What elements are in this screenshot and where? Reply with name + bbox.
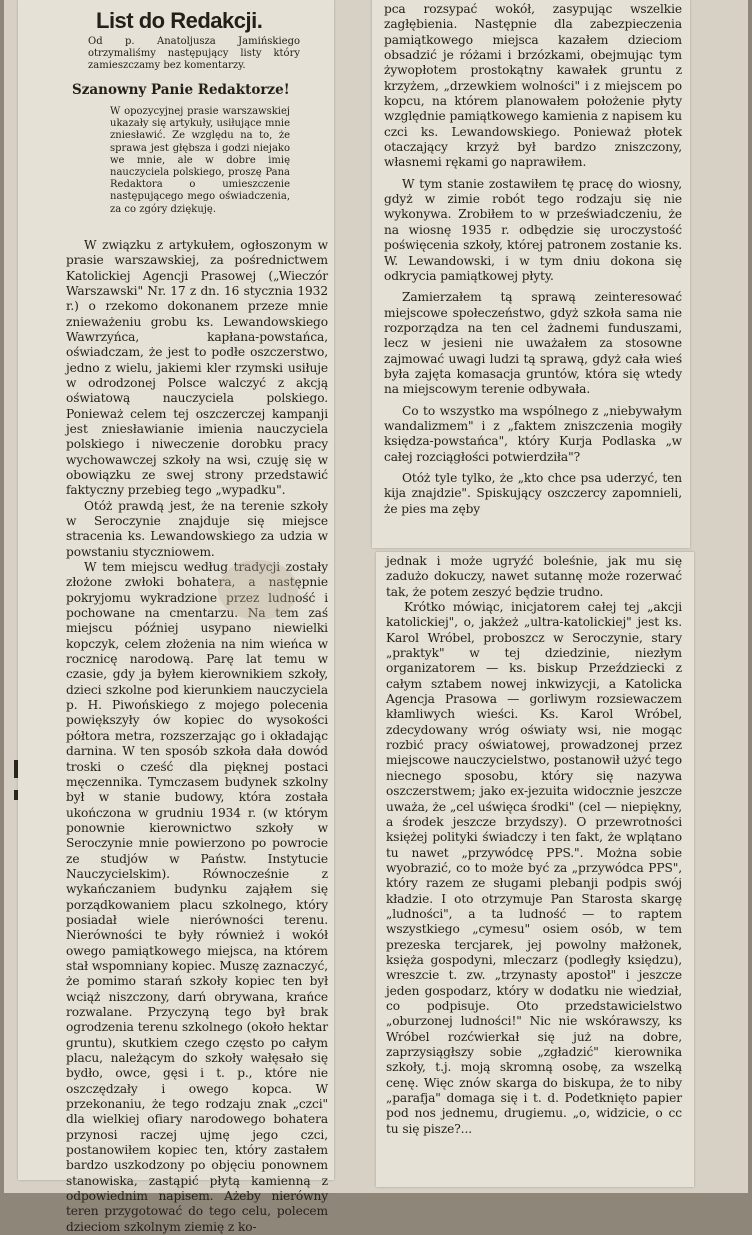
scanned-page [4,0,748,1234]
letter-salutation: Szanowny Panie Redaktorze! [72,82,290,98]
paragraph: pca rozsypać wokół, zasypując wszelkie zagłębienia. Następnie dla zabezpieczenia pamiątkowego miejsca kazałem dzieciom obsadzić je różami i brzózkami, obejmując tym żywopłotem prostokątny kawałek gruntu z krzyżem, „drzewkiem wolności" i z miejscem po kopcu, na którem planowałem położenie płyty względnie pamiątkowego kamienia z napisem ku czci ks. Lewandowskiego. Ponieważ płotek otaczający krzyż był bardzo zniszczony, własnemi rękami go naprawiłem. [384,2,682,170]
letter-headline: List do Redakcji. [96,8,263,33]
clipping-right-column-bottom [376,552,694,1187]
letter-preface: W opozycyjnej prasie warszawskiej ukazały się artykuły, usiłujące mnie zniesławić. Ze względu na to, że sprawa jest głębsza i godzi niejako we mnie, ale w dobre imię nauczyciela polskiego, proszę Pana Redaktora o umieszczenie następującego mego oświadczenia, za co zgóry dziękuję. [110,106,290,215]
right-column-top-body [384,2,682,517]
paragraph: Otóż tyle tylko, że „kto chce psa uderzyć, ten kija znajdzie". Spiskujący oszczercy zapomnieli, że pies ma zęby [384,470,682,516]
clipping-right-column-top [372,0,690,548]
paragraph: Otóż prawdą jest, że na terenie szkoły w Seroczynie znajduje się miejsce stracenia ks. Lewandowskiego za udzia w powstaniu styczniowem. [66,498,328,559]
left-column-body [66,238,328,1235]
letter-intro: Od p. Anatoljusza Jamińskiego otrzymaliśmy następujący listy który zamieszczamy bez komentarzy. [88,36,300,71]
paragraph: W tem miejscu według tradycji zostały złożone zwłoki bohatera, a następnie pokryjomu wykradzione przez ludność i pochowane na cmentarzu. Na tem zaś miejscu później usypano niewielki kopczyk, celem złożenia na nim wieńca w rocznicę narodową. Parę lat temu w czasie, gdy ja byłem kierownikiem szkoły, dzieci szkolne pod kierunkiem nauczyciela p. H. Piwońskiego z mojego polecenia powiększyły ów kopiec do wysokości półtora metra, rozszerzając go i okładając darnina. W ten sposób szkoła dała dowód troski o cześć dla pięknej postaci męczennika. Tymczasem budynek szkolny był w stanie budowy, która została ukończona w grudniu 1934 r. (w którym ponownie kierownictwo szkoły w Seroczynie mnie powierzono po powrocie ze studjów w Państw. Instytucie Nauczycielskim). Równocześnie z wykańczaniem budynku zająłem się porządkowaniem placu szkolnego, który posiadał wiele nierówności terenu. Nierówności te były również i wokół owego pamiątkowego miejsca, na którem stał wspomniany kopiec. Muszę zaznaczyć, że pomimo starań szkoły kopiec ten był wciąż niszczony, darń obrywana, krańce rozwalane. Przyczyną tego był brak ogrodzenia terenu szkolnego (około hektar gruntu), skutkiem czego często po całym placu, należącym do szkoły wałęsało się bydło, owce, gęsi i t. p., które nie oszczędzały i owego kopca. W przekonaniu, że tego rodzaju znak „czci" dla wielkiej ofiary narodowego bohatera przynosi raczej ujmę jego czci, postanowiłem kopiec ten, który zastałem bardzo uszkodzony po objęciu ponownem stanowiska, zastąpić płytą kamienną z odpowiednim napisem. Ażeby nierówny teren przygotować do tego celu, polecem dzieciom szkolnym ziemię z ko- [66,560,328,1234]
paragraph: Co to wszystko ma wspólnego z „niebywałym wandalizmem" i z „faktem zniszczenia mogiły księdza-powstańca", który Kurja Podlaska „w całej rozciągłości potwierdziła"? [384,403,682,464]
clipping-left-column [18,0,334,1234]
paragraph: Zamierzałem tą sprawą zeinteresować miejscowe społeczeństwo, gdyż szkoła sama nie rozporządza na ten cel żadnemi funduszami, lecz w jesieni nie uważałem za stosowne zajmować uwagi ludzi tą sprawą, gdyż cała wieś była zajęta komasacja gruntów, która się wtedy na miejscowym terenie odbywała. [384,290,682,397]
paragraph: W związku z artykułem, ogłoszonym w prasie warszawskiej, za pośrednictwem Katolickiej Agencji Prasowej („Wieczór Warszawski" Nr. 17 z dn. 16 stycznia 1932 r.) o rzekomo dokonanem przeze mnie znieważeniu grobu ks. Lewandowskiego Wawrzyńca, kapłana-powstańca, oświadczam, że jest to podłe oszczerstwo, jedno z wielu, jakiemi kler rzymski usiłuje w odrodzonej Polsce walczyć z akcją oświatową nauczyciela polskiego. Ponieważ celem tej oszczerczej kampanji jest zniesławianie imienia nauczyciela polskiego i niweczenie dorobku pracy wychowawczej szkoły na wsi, czuję się w obowiązku ze swej strony przedstawić faktyczny przebieg tego „wypadku". [66,237,328,498]
right-column-bottom-body [386,554,682,1137]
paragraph: W tym stanie zostawiłem tę pracę do wiosny, gdyż w zimie robót tego rodzaju się nie wykonywa. Zrobiłem to w przeświadczeniu, że na wiosnę 1935 r. odbędzie się uroczystość poświęcenia szkoły, której patronem zostanie ks. W. Lewandowski, i w tym dniu dokona się odkrycia pamiątkowej płyty. [384,176,682,283]
paragraph: jednak i może ugryźć boleśnie, jak mu się zadużo dokuczy, nawet sutannę może rozerwać tak, że potem zeszyć będzie trudno. [386,554,682,599]
paragraph: Krótko mówiąc, inicjatorem całej tej „akcji katolickiej", o, jakżeż „ultra-katolickiej" jest ks. Karol Wróbel, proboszcz w Seroczynie, stary „praktyk" w tej dziedzinie, niezłym organizatorem — ks. biskup Przeździecki z całym sztabem nowej inkwizycji, a Katolicka Agencja Prasowa — gorliwym rozsiewaczem kłamliwych wieści. Ks. Karol Wróbel, zdecydowany wróg oświaty wsi, nie mogąc rozbić pracy oświatowej, prowadzonej przez miejscowe nauczycielstwo, postanowił użyć tego niecnego sposobu, który się nazywa oszczerstwem; jako ex-jezuita widocznie jeszcze uważa, że „cel uświęca środki" (cel — niepiękny, a środek jeszcze brzydszy). O przewrotności księżej polityki świadczy i ten fakt, że wplątano tu nawet „przywódcę PPS.". Można sobie wyobrazić, co to może być za „przywódca PPS", który razem ze sługami plebanji podpis swój kładzie. I oto otrzymuje Pan Starosta skargę „ludności", a ta ludność — to raptem wszystkiego „cymesu" osiem osób, w tem prezeska tercjarek, jej powolny małżonek, księża gospodyni, mleczarz (podległy księdzu), wreszcie t. zw. „trzynasty apostoł" i jeszcze jeden gospodarz, który w dodatku nie wiedział, co podpisuje. Oto przedstawicielstwo „oburzonej ludności!" Nic nie wskórawszy, ks Wróbel rozćwierkał się już na dobre, zaprzysiągłszy sobie „zgładzić" kierownika szkoły, t.j. moją skromną osobę, za wszelką cenę. Więc znów skarga do biskupa, że to niby „parafja" domaga się i t. d. Podetknięto papier pod nos jednemu, drugiemu. „o, widzicie, o cc tu się pisze?... [386,600,682,1136]
paper-stain [218,560,298,620]
